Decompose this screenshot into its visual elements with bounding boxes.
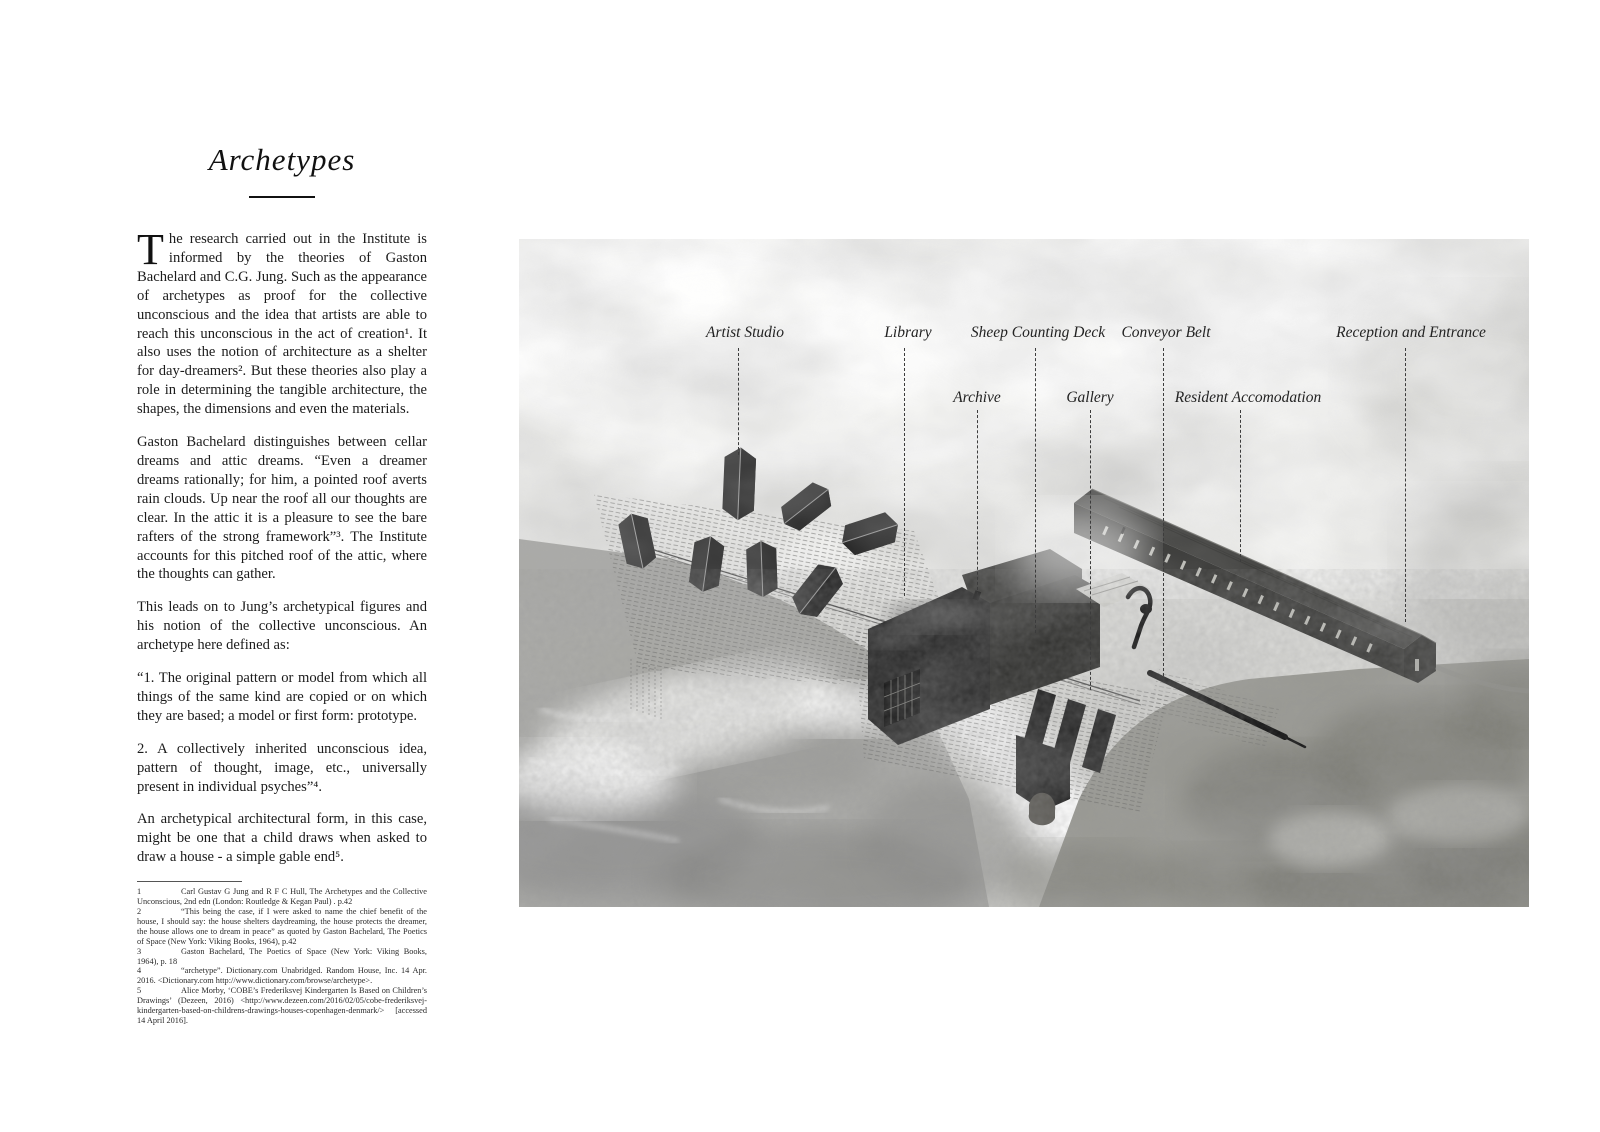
architecture-render-figure: [519, 239, 1529, 907]
footnote: [137, 986, 427, 1026]
title-rule: [249, 196, 315, 198]
leader-line-resident-accomodation: [1240, 410, 1241, 562]
footnote: [137, 887, 427, 907]
page-title: Archetypes: [208, 142, 356, 177]
footnote: [137, 947, 427, 967]
article-paragraph-1: [137, 225, 427, 419]
leader-line-conveyor-belt: [1163, 348, 1164, 676]
footnote-number: 4: [137, 966, 142, 976]
text-column: [137, 140, 427, 1026]
footnote: [137, 966, 427, 986]
figure-label-resident-accomodation: Resident Accomodation: [1174, 389, 1322, 406]
paragraph-text: he research carried out in the Institute is informed by the theories of Gaston Bachelard and C.G. Jung. Such as the appearance of archetypes as proof for the collective unconscious and the idea that artists are able to reach this unconscious in the act of creation¹. It also uses the notion of architecture as a shelter for day-dreamers². But these theories also play a role in determining the tangible architecture, the shapes, the dimensions and even the materials.: [137, 231, 427, 418]
footnote-text: Gaston Bachelard, The Poetics of Space (New York: Viking Books, 1964), p. 18: [137, 946, 427, 966]
footnote-text: “archetype”. Dictionary.com Unabridged. Random House, Inc. 14 Apr. 2016. <Dictionary.com http://www.dictionary.com/browse/archetype>.: [137, 966, 427, 986]
leader-line-artist-studio: [738, 348, 739, 455]
footnote: [137, 907, 427, 947]
figure-label-conveyor-belt: Conveyor Belt: [1121, 324, 1211, 341]
figure-label-archive: Archive: [953, 389, 1001, 406]
leader-line-library: [904, 348, 905, 596]
figure-label-sheep-counting-deck: Sheep Counting Deck: [970, 324, 1106, 341]
footnote-number: 5: [137, 986, 142, 996]
footnote-rule: [137, 881, 242, 882]
footnotes: [137, 887, 427, 1026]
article-paragraph-4: “1. The original pattern or model from which all things of the same kind are copied or on which they are based; a model or first form: prototype.: [137, 670, 427, 724]
article-paragraph-5: 2. A collectively inherited unconscious idea, pattern of thought, image, etc., universally present in individual psyches”⁴.: [137, 740, 427, 795]
figure-label-reception-and-entrance: Reception and Entrance: [1336, 324, 1486, 341]
footnote-text: Alice Morby, ‘COBE’s Frederiksvej Kindergarten Is Based on Children’s Drawings’ (Dezeen, 2016) <http://www.dezeen.com/2016/02/05/cobe-frederiksvej-kindergarten-based-on-childrens-drawings-houses-copenhagen-denmark/> [accessed 14 April 2016].: [137, 986, 427, 1025]
article-paragraph-3: This leads on to Jung’s archetypical figures and his notion of the collective unconscious. An archetype here defined as:: [137, 599, 427, 654]
footnote-number: 1: [137, 887, 142, 897]
footnote-text: “This being the case, if I were asked to name the chief benefit of the house, I should say: the house shelters daydreaming, the house protects the dreamer, the house allows one to dream in peace” as quoted by Gaston Bachelard, The Poetics of Space (New York: Viking Books, 1964), p.42: [137, 907, 427, 946]
leader-line-sheep-counting-deck: [1035, 348, 1036, 633]
footnote-number: 2: [137, 907, 142, 916]
figure-label-gallery: Gallery: [1066, 389, 1114, 406]
leader-line-reception-and-entrance: [1405, 348, 1406, 622]
article-paragraph-2: Gaston Bachelard distinguishes between cellar dreams and attic dreams. “Even a dreamer dreams rationally; for him, a pointed roof averts rain clouds. Up near the roof all our thoughts are clear. In the attic it is a pleasure to see the bare rafters of the strong framework”³. The Institute accounts for this pitched roof of the attic, where the thoughts can gather.: [137, 434, 427, 583]
leader-line-archive: [977, 410, 978, 595]
footnote-text: Carl Gustav G Jung and R F C Hull, The Archetypes and the Collective Unconscious, 2nd edn (London: Routledge & Kegan Paul) . p.42: [137, 887, 427, 907]
figure-label-library: Library: [884, 324, 932, 341]
figure-label-artist-studio: Artist Studio: [706, 324, 784, 341]
leader-line-gallery: [1090, 410, 1091, 690]
dropcap: T: [137, 225, 164, 274]
footnote-number: 3: [137, 946, 142, 956]
article-body: [137, 225, 427, 867]
article-paragraph-6: An archetypical architectural form, in this case, might be one that a child draws when asked to draw a house - a simple gable end⁵.: [137, 811, 427, 866]
